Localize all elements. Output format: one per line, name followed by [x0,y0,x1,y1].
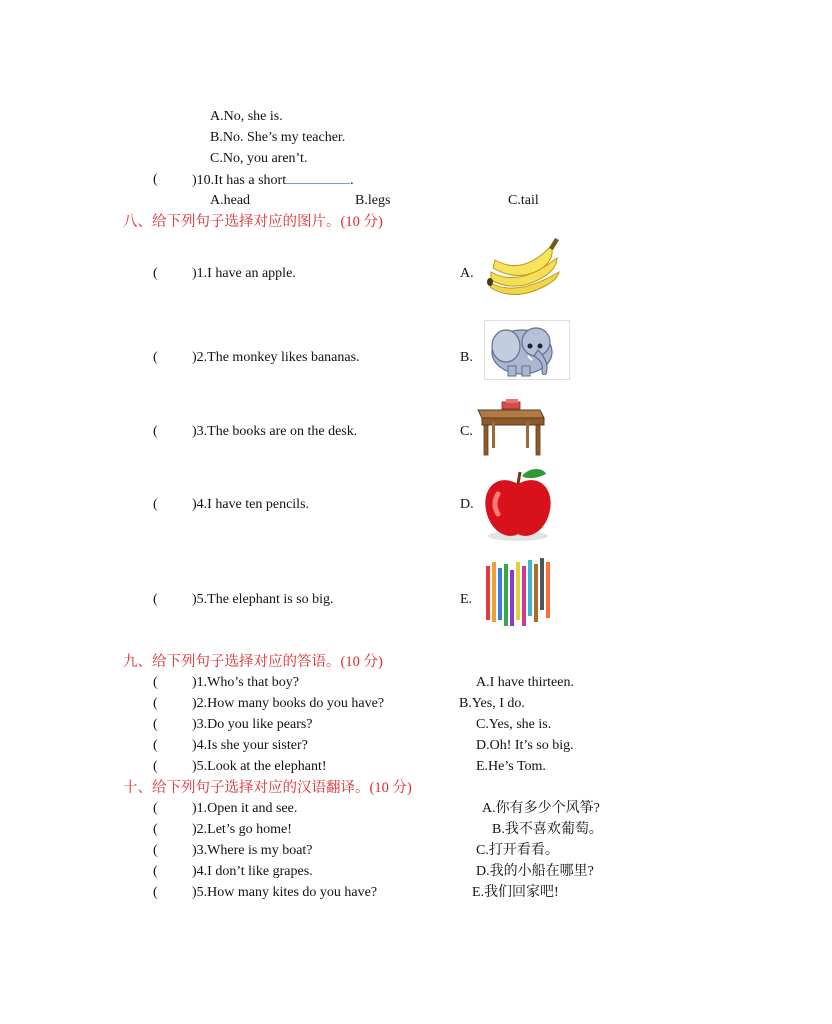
answer-paren: ( [153,424,158,439]
option-letter-c: C. [460,424,473,439]
question-10 [192,171,354,190]
answer-paren: ( [153,350,158,365]
q10-option-b: B.legs [355,193,391,208]
section-8-question-2: )2.The monkey likes bananas. [192,350,360,365]
section-10-answer-b: B.我不喜欢葡萄。 [492,822,603,837]
question-10-text: )10.It has a short [192,173,287,188]
section-9-question-5: )5.Look at the elephant! [192,759,327,774]
section-9-question-4: )4.Is she your sister? [192,738,308,753]
answer-paren: ( [153,675,158,690]
section-8-question-1: )1.I have an apple. [192,266,296,281]
section-10-question-1: )1.Open it and see. [192,801,298,816]
q9-option-b: B.No. She’s my teacher. [210,130,346,145]
section-8-question-4: )4.I have ten pencils. [192,497,310,512]
answer-paren: ( [153,843,158,858]
answer-paren: ( [153,717,158,732]
option-letter-a: A. [460,266,474,281]
section-9-question-2: )2.How many books do you have? [192,696,385,711]
section-9-answer-b: B.Yes, I do. [459,696,525,711]
q10-option-c: C.tail [508,193,539,208]
answer-paren: ( [153,864,158,879]
option-letter-b: B. [460,350,473,365]
section-10-answer-a: A.你有多少个风筝? [482,801,600,816]
banana-icon [485,236,565,302]
answer-paren: ( [153,759,158,774]
section-9-question-1: )1.Who’s that boy? [192,675,299,690]
option-letter-d: D. [460,497,474,512]
answer-paren: ( [153,266,158,281]
section-9-answer-d: D.Oh! It’s so big. [476,738,574,753]
section-9-answer-c: C.Yes, she is. [476,717,552,732]
answer-paren: ( [153,497,158,512]
section-8-question-5: )5.The elephant is so big. [192,592,334,607]
q9-option-c: C.No, you aren’t. [210,151,308,166]
q9-option-a: A.No, she is. [210,109,283,124]
section-10-question-4: )4.I don’t like grapes. [192,864,313,879]
option-letter-e: E. [460,592,473,607]
answer-paren: ( [153,822,158,837]
answer-paren: ( [153,172,158,187]
apple-icon [482,466,562,542]
section-10-question-2: )2.Let’s go home! [192,822,292,837]
section-8-title: 八、给下列句子选择对应的图片。(10 分) [123,214,383,230]
section-10-question-5: )5.How many kites do you have? [192,885,378,900]
section-8-question-3: )3.The books are on the desk. [192,424,358,439]
pencils-icon [484,556,552,634]
section-9-title: 九、给下列句子选择对应的答语。(10 分) [123,654,383,670]
desk-icon [476,398,546,458]
section-10-title: 十、给下列句子选择对应的汉语翻译。(10 分) [123,780,412,796]
section-9-question-3: )3.Do you like pears? [192,717,313,732]
elephant-icon [484,320,570,380]
answer-paren: ( [153,885,158,900]
answer-paren: ( [153,592,158,607]
section-10-answer-d: D.我的小船在哪里? [476,864,594,879]
section-10-answer-c: C.打开看看。 [476,843,559,858]
fill-blank[interactable] [286,171,350,184]
section-9-answer-e: E.He’s Tom. [476,759,546,774]
q10-option-a: A.head [210,193,251,208]
section-10-answer-e: E.我们回家吧! [472,885,559,900]
section-10-question-3: )3.Where is my boat? [192,843,313,858]
answer-paren: ( [153,696,158,711]
answer-paren: ( [153,738,158,753]
section-9-answer-a: A.I have thirteen. [476,675,574,690]
question-10-period: . [350,173,354,188]
answer-paren: ( [153,801,158,816]
